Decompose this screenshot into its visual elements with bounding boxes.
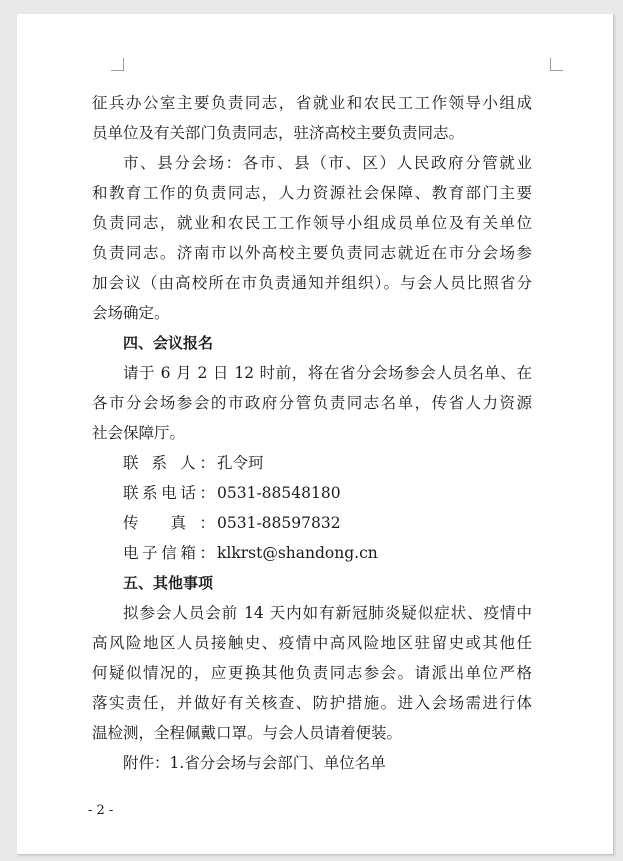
paragraph-line: 市、县分会场：各市、县（市、区）人民政府分管就业 — [123, 154, 532, 172]
paragraph-line: 负责同志，就业和农民工工作领导小组成员单位及有关单位 — [92, 214, 532, 232]
page-number: - 2 - — [88, 803, 114, 818]
paragraph-line: 温检测，全程佩戴口罩。与会人员请着便装。 — [92, 724, 403, 742]
paragraph-line: 请于 6 月 2 日 12 时前，将在省分会场参会人员名单、在 — [123, 364, 532, 382]
paragraph-line: 社会保障厅。 — [92, 424, 186, 442]
paragraph-line: 何疑似情况的，应更换其他负责同志参会。请派出单位严格 — [92, 664, 532, 682]
paragraph-line: 和教育工作的负责同志，人力资源社会保障、教育部门主要 — [92, 184, 532, 202]
paragraph-line: 拟参会人员会前 14 天内如有新冠肺炎疑似症状、疫情中 — [123, 604, 532, 622]
section-heading: 五、其他事项 — [123, 574, 214, 592]
contact-value: 孔令珂 — [217, 454, 264, 472]
paragraph-line: 各市分会场参会的市政府分管负责同志名单，传省人力资源 — [92, 394, 532, 412]
paragraph-line: 高风险地区人员接触史、疫情中高风险地区驻留史或其他任 — [92, 634, 532, 652]
contact-value: klkrst@shandong.cn — [217, 544, 378, 562]
section-heading: 四、会议报名 — [123, 334, 214, 352]
contact-value: 0531-88548180 — [217, 484, 341, 502]
contact-row — [92, 508, 532, 538]
page-body — [92, 88, 532, 778]
paragraph-line: 负责同志。济南市以外高校主要负责同志就近在市分会场参 — [92, 244, 532, 262]
contact-label: 传 真： — [123, 514, 215, 532]
contact-row — [92, 448, 532, 478]
contact-value: 0531-88597832 — [217, 514, 341, 532]
paragraph-line: 员单位及有关部门负责同志，驻济高校主要负责同志。 — [92, 124, 465, 142]
contact-row — [92, 538, 532, 568]
paragraph-line: 会场确定。 — [92, 304, 170, 322]
crop-mark-top-right — [550, 58, 563, 71]
attachment-line: 附件：1.省分会场与会部门、单位名单 — [123, 754, 386, 772]
paragraph-line: 加会议（由高校所在市负责通知并组织）。与会人员比照省分 — [92, 274, 532, 292]
contact-label: 联 系 人： — [123, 454, 215, 472]
contact-label: 联系电话： — [123, 484, 215, 502]
crop-mark-top-left — [111, 58, 124, 71]
paragraph-line: 落实责任，并做好有关核查、防护措施。进入会场需进行体 — [92, 694, 532, 712]
contact-row — [92, 478, 532, 508]
paragraph-line: 征兵办公室主要负责同志，省就业和农民工工作领导小组成 — [92, 94, 532, 112]
contact-label: 电子信箱： — [123, 544, 215, 562]
